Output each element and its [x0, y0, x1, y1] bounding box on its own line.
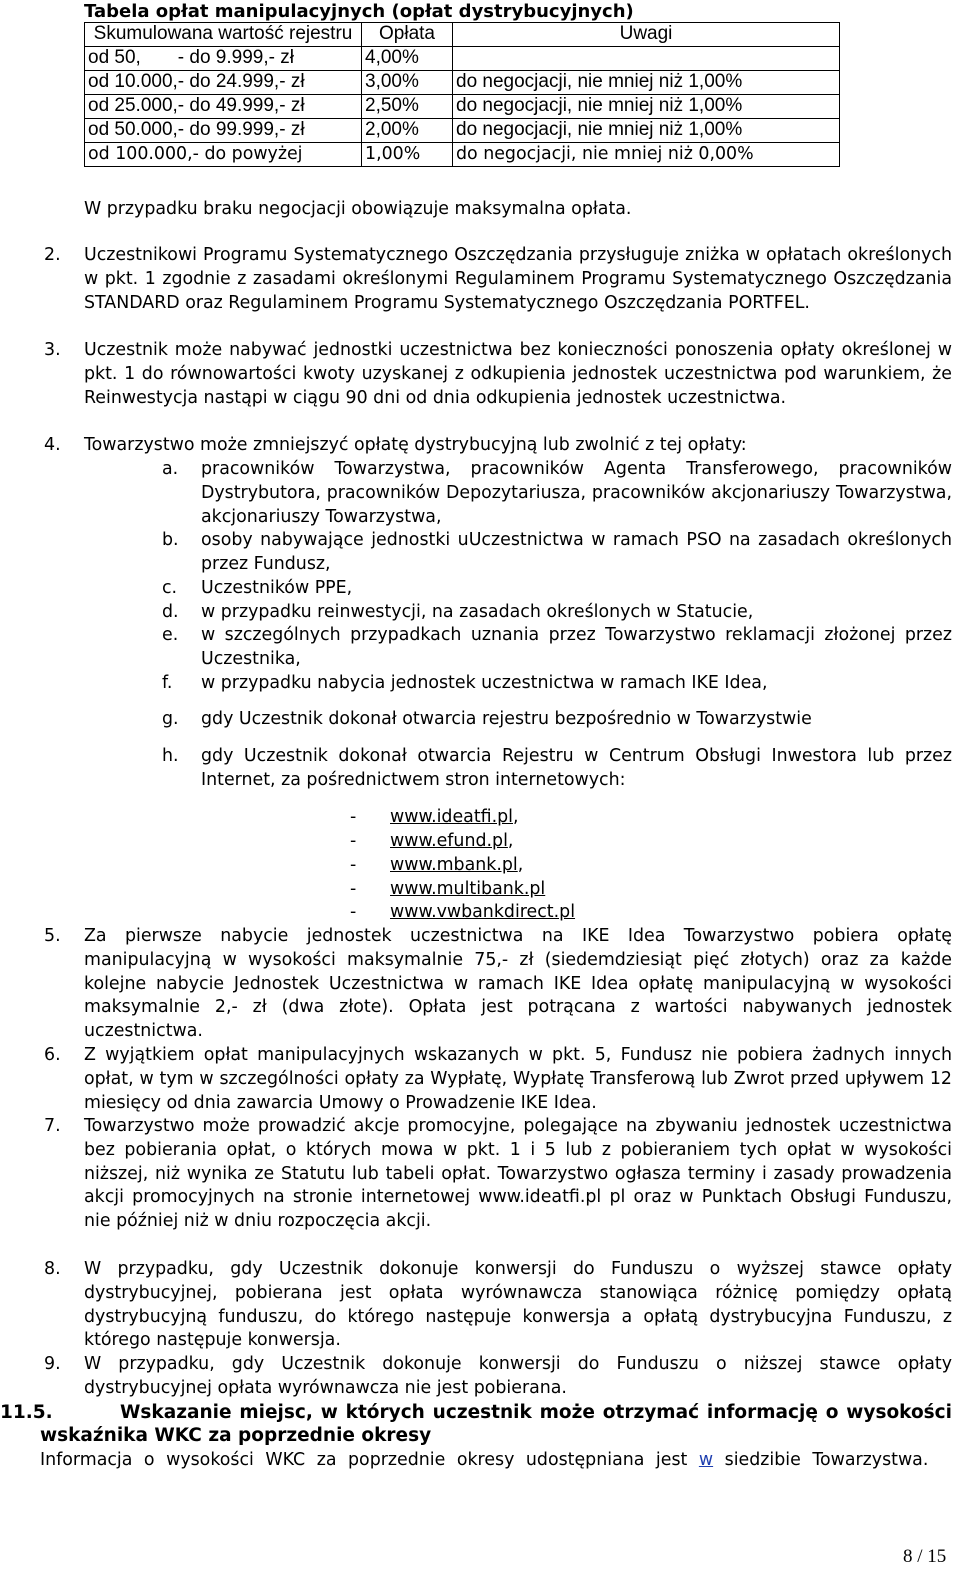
table-cell: 3,00% [362, 71, 453, 95]
header-cell: Skumulowana wartość rejestru [85, 23, 362, 47]
page-number: 8 / 15 [903, 1546, 947, 1567]
subitem-letter: f. [162, 673, 173, 693]
item-number: 8. [44, 1259, 61, 1279]
item-number: 2. [44, 245, 61, 265]
table-row [85, 71, 840, 95]
table-row [85, 47, 840, 71]
table-cell: 4,00% [362, 47, 453, 71]
website-link[interactable]: www.efund.pl [390, 831, 508, 851]
list-dash: - [350, 879, 357, 899]
table-note: W przypadku braku negocjacji obowiązuje maksymalna opłata. [84, 199, 632, 219]
website-link[interactable]: www.multibank.pl [390, 879, 546, 899]
table-cell: od 50.000,- do 99.999,- zł [85, 119, 362, 143]
link-suffix: , [507, 831, 514, 851]
header-cell: Uwagi [453, 23, 840, 47]
header-cell: Opłata [362, 23, 453, 47]
item-text: Towarzystwo może prowadzić akcje promocyjne, polegające na zbywaniu jednostek uczestnictwa bez pobierania opłat, o których mowa w pkt. 1 i 5 lub z pobieraniem tych opłat w wysokości niższej, niż wynika ze Statutu lub tabeli opłat. Towarzystwo ogłasza terminy i zasady prowadzenia akcji promocyjnych na stronie internetowej www.ideatfi.pl pl oraz w Punktach Obsługi Funduszu, nie później niż w dniu rozpoczęcia akcji. [84, 1116, 952, 1232]
table-title: Tabela opłat manipulacyjnych (opłat dystrybucyjnych) [84, 1, 634, 22]
section-title: Wskazanie miejsc, w których uczestnik może otrzymać informację o wysokości wskaźnika WKC za poprzednie okresy [40, 1402, 952, 1446]
website-link[interactable]: www.vwbankdirect.pl [390, 902, 576, 922]
item-number: 6. [44, 1045, 61, 1065]
subitem-letter: b. [162, 530, 179, 550]
item-number: 4. [44, 435, 61, 455]
table-cell: do negocjacji, nie mniej niż 1,00% [453, 119, 840, 143]
item-text: W przypadku, gdy Uczestnik dokonuje konwersji do Funduszu o niższej stawce opłaty dystrybucyjnej opłata wyrównawcza nie jest pobierana. [84, 1354, 952, 1398]
table-cell: od 50, - do 9.999,- zł [85, 47, 362, 71]
section-number: 11.5. [0, 1402, 53, 1423]
table-cell: do negocjacji, nie mniej niż 1,00% [453, 95, 840, 119]
section-text-link[interactable]: w [698, 1450, 714, 1470]
item-text: Za pierwsze nabycie jednostek uczestnictwa na IKE Idea Towarzystwo pobiera opłatę manipulacyjną w wysokości maksymalnie 75,- zł (siedemdziesiąt pięć złotych) oraz za każde kolejne nabycie Jednostek Uczestnictwa w ramach IKE Idea opłatę manipulacyjną w wysokości maksymalnie 2,- zł (dwa złote). Opłata jest potrącana z wartości nabywanych jednostek uczestnictwa. [84, 926, 952, 1042]
section-text-after: siedzibie Towarzystwa. [713, 1450, 929, 1470]
table-cell: od 100.000,- do powyżej [85, 143, 362, 167]
subitem-text: w szczególnych przypadkach uznania przez Towarzystwo reklamacji złożonej przez Uczestnika, [201, 625, 952, 669]
table-cell: do negocjacji, nie mniej niż 1,00% [453, 71, 840, 95]
table-row [85, 95, 840, 119]
table-cell [453, 47, 840, 71]
item-number: 3. [44, 340, 61, 360]
item-number: 5. [44, 926, 61, 946]
section-text-before: Informacja o wysokości WKC za poprzednie okresy udostępniana jest [40, 1450, 699, 1470]
item-text: Uczestnik może nabywać jednostki uczestnictwa bez konieczności ponoszenia opłaty określonej w pkt. 1 do równowartości kwoty uzyskanej z odkupienia jednostek uczestnictwa pod warunkiem, że Reinwestycja nastąpi w ciągu 90 dni od dnia odkupienia jednostek uczestnictwa. [84, 340, 952, 408]
subitem-text: w przypadku nabycia jednostek uczestnictwa w ramach IKE Idea, [201, 673, 768, 693]
subitem-letter: c. [162, 578, 178, 598]
table-header-row [85, 23, 840, 47]
subitem-text: gdy Uczestnik dokonał otwarcia rejestru bezpośrednio w Towarzystwie [201, 709, 812, 729]
subitem-text: Uczestników PPE, [201, 578, 353, 598]
item-number: 7. [44, 1116, 61, 1136]
item-number: 9. [44, 1354, 61, 1374]
subitem-letter: d. [162, 602, 179, 622]
subitem-text: osoby nabywające jednostki uUczestnictwa w ramach PSO na zasadach określonych przez Fundusz, [201, 530, 952, 574]
table-row [85, 143, 840, 167]
list-item [390, 901, 575, 925]
list-dash: - [350, 831, 357, 851]
table-cell: do negocjacji, nie mniej niż 0,00% [453, 143, 840, 167]
table-cell: od 10.000,- do 24.999,- zł [85, 71, 362, 95]
list-dash: - [350, 855, 357, 875]
list-dash: - [350, 807, 357, 827]
website-link[interactable]: www.mbank.pl [390, 855, 518, 875]
table-row [85, 119, 840, 143]
subitem-text: gdy Uczestnik dokonał otwarcia Rejestru w Centrum Obsługi Inwestora lub przez Internet, za pośrednictwem stron internetowych: [201, 746, 952, 790]
list-item [390, 854, 523, 878]
table-cell: 2,00% [362, 119, 453, 143]
subitem-letter: e. [162, 625, 179, 645]
item-text: Z wyjątkiem opłat manipulacyjnych wskazanych w pkt. 5, Fundusz nie pobiera żadnych innych opłat, w tym w szczególności opłaty za Wypłatę, Wypłatę Transferową lub Zwrot przed upływem 12 miesięcy od dnia zawarcia Umowy o Prowadzenie IKE Idea. [84, 1045, 952, 1113]
link-suffix: , [513, 807, 519, 827]
table-cell: 2,50% [362, 95, 453, 119]
subitem-letter: h. [162, 746, 179, 766]
item-text: Uczestnikowi Programu Systematycznego Oszczędzania przysługuje zniżka w opłatach określonych w pkt. 1 zgodnie z zasadami określonymi Regulaminem Programu Systematycznego Oszczędzania STANDARD oraz Regulaminem Programu Systematycznego Oszczędzania PORTFEL. [84, 245, 952, 313]
subitem-letter: g. [162, 709, 179, 729]
subitem-text: w przypadku reinwestycji, na zasadach określonych w Statucie, [201, 602, 754, 622]
table-cell: 1,00% [362, 143, 453, 167]
table-cell: od 25.000,- do 49.999,- zł [85, 95, 362, 119]
list-dash: - [350, 902, 357, 922]
list-item [390, 878, 545, 902]
list-item [390, 806, 519, 830]
item-text: W przypadku, gdy Uczestnik dokonuje konwersji do Funduszu o wyższej stawce opłaty dystrybucyjnej, pobierana jest opłata wyrównawcza stanowiąca różnicę pomiędzy opłatą dystrybucyjną funduszu, do którego następuje konwersja a opłatą dystrybucyjna Funduszu, z którego następuje konwersja. [84, 1259, 952, 1351]
list-item [390, 830, 513, 854]
website-link[interactable]: www.ideatfi.pl [390, 807, 513, 827]
item-text: Towarzystwo może zmniejszyć opłatę dystrybucyjną lub zwolnić z tej opłaty: [84, 435, 747, 455]
subitem-text: pracowników Towarzystwa, pracowników Agenta Transferowego, pracowników Dystrybutora, pracowników Depozytariusza, pracowników akcjonariuszy Towarzystwa, akcjonariuszy Towarzystwa, [201, 459, 952, 527]
link-suffix: , [517, 855, 524, 875]
fee-table [84, 22, 840, 167]
section-text [40, 1448, 952, 1472]
subitem-letter: a. [162, 459, 179, 479]
